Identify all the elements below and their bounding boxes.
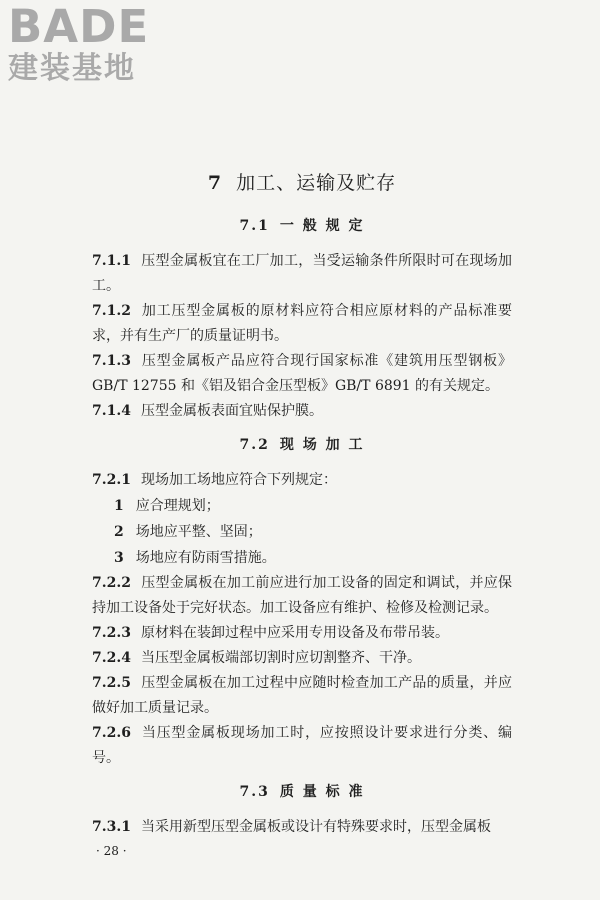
page-number: · 28 · <box>96 844 127 858</box>
clause-7-1-1: 7.1.1 压型金属板宜在工厂加工，当受运输条件所限时可在现场加工。 <box>92 253 512 294</box>
clause-7-1-3: 7.1.3 压型金属板产品应符合现行国家标准《建筑用压型钢板》GB/T 12755 和《铝及铝合金压型板》GB/T 6891 的有关规定。 <box>92 353 512 394</box>
clause-7-2-6: 7.2.6 当压型金属板现场加工时，应按照设计要求进行分类、编号。 <box>92 725 512 766</box>
clause-7-2-5: 7.2.5 压型金属板在加工过程中应随时检查加工产品的质量，并应做好加工质量记录。 <box>92 675 512 716</box>
chapter-title <box>92 168 512 195</box>
document-page <box>92 168 512 858</box>
list-item: 2 场地应平整、坚固； <box>114 524 262 540</box>
clause-7-1-4: 7.1.4 压型金属板表面宜贴保护膜。 <box>92 403 323 419</box>
logo-brand: BADE <box>8 0 150 53</box>
clause-7-2-1: 7.2.1 现场加工场地应符合下列规定： <box>92 472 337 488</box>
clause-7-2-2: 7.2.2 压型金属板在加工前应进行加工设备的固定和调试，并应保持加工设备处于完好状态。加工设备应有维护、检修及检测记录。 <box>92 575 512 616</box>
clause-7-1-2: 7.1.2 加工压型金属板的原材料应符合相应原材料的产品标准要求，并有生产厂的质量证明书。 <box>92 303 512 344</box>
clause-7-2-3: 7.2.3 原材料在装卸过程中应采用专用设备及布带吊装。 <box>92 625 449 641</box>
logo-subtitle: 建装基地 <box>8 51 136 86</box>
section-title-7-2: 7.2 现 场 加 工 <box>239 437 365 453</box>
list-item: 3 场地应有防雨雪措施。 <box>114 550 276 566</box>
chapter-title-text: 加工、运输及贮存 <box>236 172 397 194</box>
list-item: 1 应合理规划； <box>114 498 220 514</box>
logo <box>8 0 188 86</box>
section-title-7-3: 7.3 质 量 标 准 <box>239 784 365 800</box>
clause-7-2-4: 7.2.4 当压型金属板端部切割时应切割整齐、干净。 <box>92 650 421 666</box>
section-title-7-1: 7.1 一 般 规 定 <box>239 218 365 234</box>
chapter-number: 7 <box>207 172 223 194</box>
clause-7-3-1: 7.3.1 当采用新型压型金属板或设计有特殊要求时，压型金属板 <box>92 819 491 835</box>
